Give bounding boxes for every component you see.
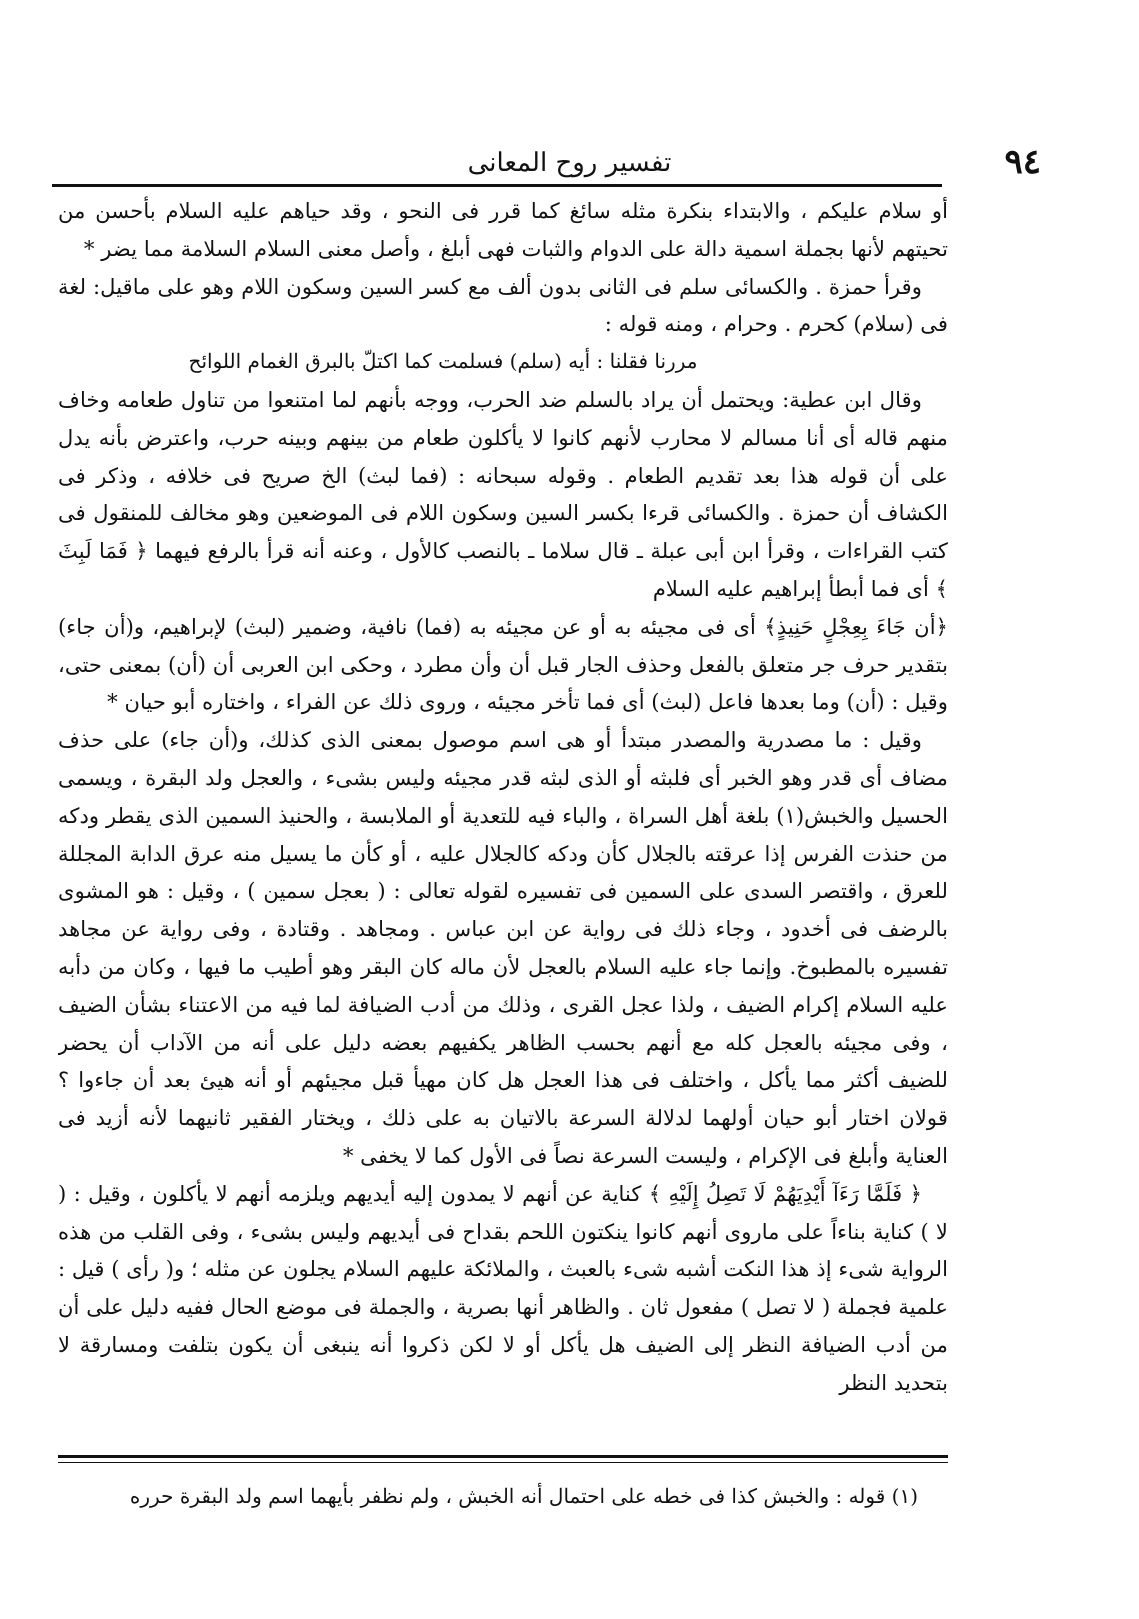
running-title: تفسير روح المعانى — [467, 148, 672, 178]
paragraph-6: ﴿ فَلَمَّا رَءَآ أَيْدِيَهُمْ لَا تَصِلُ إِلَيْهِ ﴾ كناية عن أنهم لا يمدون إليه أيديهم ويلزمه أنهم لا يأكلون ، وقيل : ( لا ) كناية بناءاً على ماروى أنهم كانوا ينكتون اللحم بقداح فى أيديهم وليس بشىء ، وفى القلب من هذه الرواية شىء إذ هذا النكت أشبه شىء بالعبث ، والملائكة عليهم السلام يجلون عن مثله ؛ و( رأى ) قيل : علمية فجملة ( لا تصل ) مفعول ثان . والظاهر أنها بصرية ، والجملة فى موضع الحال ففيه دليل على أن من أدب الضيافة النظر إلى الضيف هل يأكل أو لا لكن ذكروا أنه ينبغى أن يكون بتلفت ومسارقة لا بتحديد النظر — [58, 1180, 948, 1395]
footnote: (١) قوله : والخبش كذا فى خطه على احتمال أنه الخبش ، ولم نظفر بأيهما اسم ولد البقرة حرره — [129, 1484, 918, 1508]
page-number: ٩٤ — [1004, 142, 1041, 182]
poetry-verse: مررنا فقلنا : أيه (سلم) فسلمت كما اكتلّ بالبرق الغمام اللوائح — [188, 349, 698, 374]
paragraph-5: وقيل : ما مصدرية والمصدر مبتدأ أو هى اسم موصول بمعنى الذى كذلك، و(أن جاء) على حذف مضاف أى قدر وهو الخبر أى فلبثه أو الذى لبثه قدر مجيئه وليس بشىء ، والعجل ولد البقرة ، ويسمى الحسيل والخبش(١) بلغة أهل السراة ، والباء فيه للتعدية أو الملابسة ، والحنيذ السمين الذى يقطر ودكه من حنذت الفرس إذا عرقته بالجلال كأن ودكه كالجلال عليه ، أو كأن ما يسيل منه عرق الدابة المجللة للعرق ، واقتصر السدى على السمين فى تفسيره لقوله تعالى : ( بعجل سمين ) ، وقيل : هو المشوى بالرضف فى أخدود ، وجاء ذلك فى رواية عن ابن عباس . ومجاهد . وقتادة ، وفى رواية عن مجاهد تفسيره بالمطبوخ. وإنما جاء عليه السلام بالعجل لأن ماله كان البقر وهو أطيب ما فيها ، وكان من دأبه عليه السلام إكرام الضيف ، ولذا عجل القرى ، وذلك من أدب الضيافة لما فيه من الاعتناء بشأن الضيف ، وفى مجيئه بالعجل كله مع أنهم بحسب الظاهر يكفيهم بعضه دليل على أنه من الآداب أن يحضر للضيف أكثر مما يأكل ، واختلف فى هذا العجل هل كان مهيأ قبل مجيئهم أو أنه هيئ بعد أن جاءوا ؟ قولان اختار أبو حيان أولهما لدلالة السرعة بالاتيان به على ذلك ، ويختار الفقير ثانيهما لأنه أزيد فى العناية وأبلغ فى الإكرام ، وليست السرعة نصاً فى الأول كما لا يخفى * — [58, 727, 948, 1168]
paragraph-4: ﴿أن جَاءَ بِعِجْلٍ حَنِيذٍ﴾ أى فى مجيئه به أو عن مجيئه به (فما) نافية، وضمير (لبث) لإبراهيم، و(أن جاء) بتقدير حرف جر متعلق بالفعل وحذف الجار قبل أن وأن مطرد ، وحكى ابن العربى أن (أن) بمعنى حتى، وقيل : (أن) وما بعدها فاعل (لبث) أى فما تأخر مجيئه ، وروى ذلك عن الفراء ، واختاره أبو حيان * — [58, 613, 948, 715]
page-header — [60, 140, 1079, 190]
header-rule — [52, 184, 942, 187]
body-text — [58, 192, 948, 1447]
paragraph-3: وقال ابن عطية: ويحتمل أن يراد بالسلم ضد الحرب، ووجه بأنهم لما امتنعوا من تناول طعامه وخاف منهم قاله أى أنا مسالم لا محارب لأنهم كانوا لا يأكلون طعام من بينهم وبينه حرب، واعترض بأنه يدل على أن قوله هذا بعد تقديم الطعام . وقوله سبحانه : (فما لبث) الخ صريح فى خلافه ، وذكر فى الكشاف أن حمزة . والكسائى قرءا بكسر السين وسكون اللام فى الموضعين وهو مخالف للمنقول فى كتب القراءات ، وقرأ ابن أبى عبلة ـ قال سلاما ـ بالنصب كالأول ، وعنه أنه قرأ بالرفع فيهما ﴿ فَمَا لَبِثَ ﴾ أى فما أبطأ إبراهيم عليه السلام — [58, 386, 948, 601]
paragraph-1: أو سلام عليكم ، والابتداء بنكرة مثله سائغ كما قرر فى النحو ، وقد حياهم عليه السلام بأحسن من تحيتهم لأنها بجملة اسمية دالة على الدوام والثبات فهى أبلغ ، وأصل معنى السلام السلامة مما يضر * — [58, 198, 948, 261]
footnote-rule-thick — [58, 1455, 948, 1458]
paragraph-2: وقرأ حمزة . والكسائى سلم فى الثانى بدون ألف مع كسر السين وسكون اللام وهو على ماقيل: لغة فى (سلام) كحرم . وحرام ، ومنه قوله : — [58, 273, 948, 337]
footnote-rule-thin — [58, 1462, 948, 1463]
